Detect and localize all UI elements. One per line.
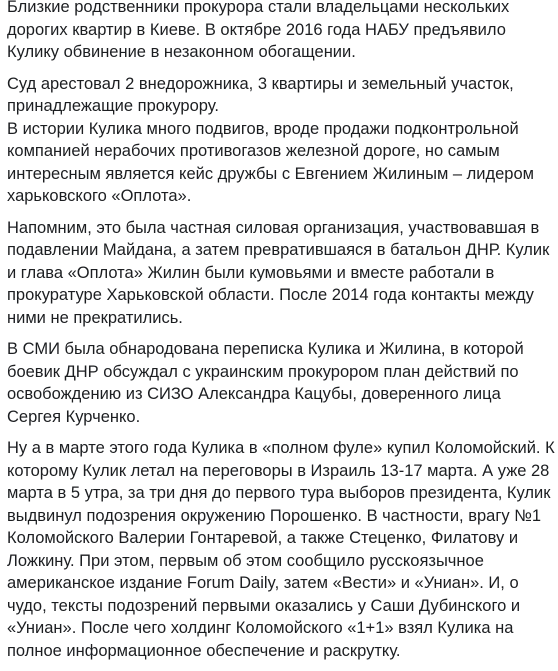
paragraph-oplot-reminder: Напомним, это была частная силовая организация, участвовавшая в подавлении Майдана, а затем превратившаяся в батальон ДНР. Кулик и глава «Оплота» Жилин были кумовьями и вместе работали в прокуратуре Харьковской области. После 2014 года контакты между ними не прекратились. <box>7 218 550 327</box>
paragraph-kolomoisky: Ну а в марте этого года Кулика в «полном фуле» купил Коломойский. К которому Кулик летал на переговоры в Израиль 13-17 марта. А уже 28 марта в 5 утра, за три дня до первого тура выборов президента, Кулик выдвинул подозрения окружению Порошенко. В частности, врагу №1 Коломойского Валерии Гонтаревой, а также Стеценко, Филатову и Ложкину. При этом, первым об этом сообщило русскоязычное американское издание Forum Daily, затем «Вести» и «Униан». И, о чудо, тексты подозрений первыми оказались у Саши Дубинского и «Униан». После чего холдинг Коломойского «1+1» взял Кулика на полное информационное обеспечение и раскрутку. <box>7 439 555 660</box>
paragraph-kulik-exploits: В истории Кулика много подвигов, вроде продажи подконтрольной компанией нерабочих противогазов железной дороге, но самым интересным является кейс дружбы с Евгением Жилиным – лидером харьковского «Оплота». <box>7 119 535 205</box>
paragraph-relatives-apartments: Близкие родственники прокурора стали владельцами нескольких дорогих квартир в Киеве. В октябре 2016 года НАБУ предъявило Кулику обвинение в незаконном обогащении. <box>7 0 510 61</box>
paragraph-court-arrest: Суд арестовал 2 внедорожника, 3 квартиры и земельный участок, принадлежащие прокурору. <box>7 74 514 115</box>
post-body <box>7 0 555 671</box>
paragraph-correspondence: В СМИ была обнародована переписка Кулика и Жилина, в которой боевик ДНР обсуждал с украинским прокурором план действий по освобождению из СИЗО Александра Кацубы, доверенного лица Сергея Курченко. <box>7 340 524 426</box>
